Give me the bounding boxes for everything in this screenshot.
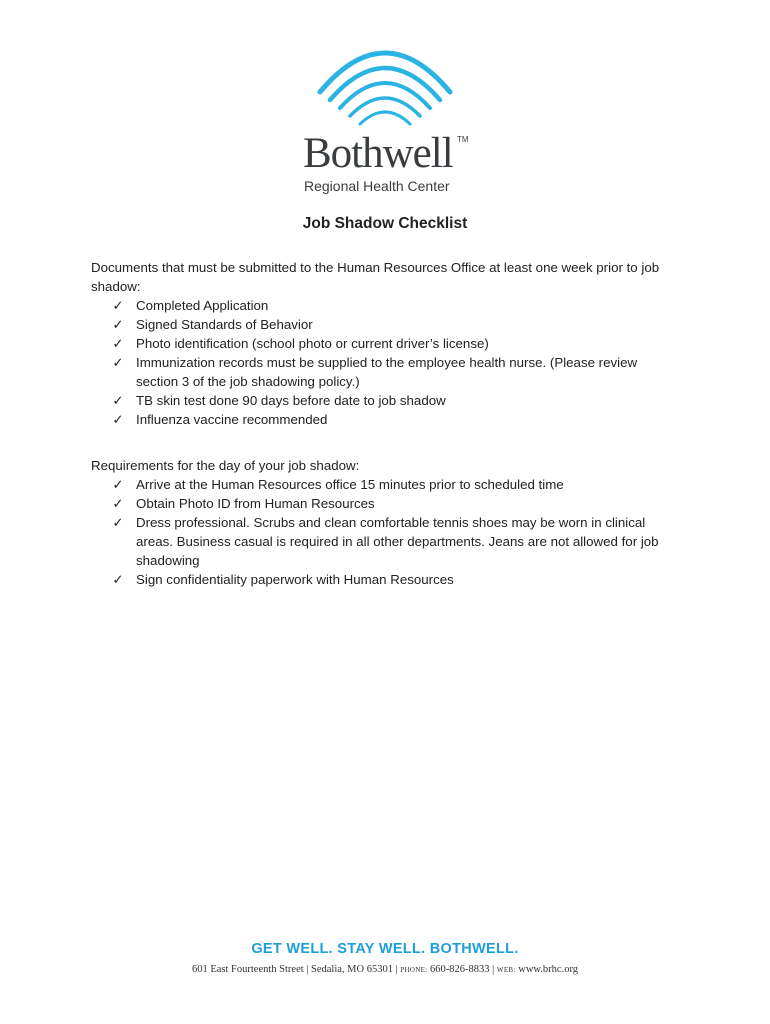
requirements-checklist xyxy=(111,475,671,589)
checklist-item-text: Photo identification (school photo or current driver’s license) xyxy=(136,336,489,351)
checkmark-icon: ✓ xyxy=(112,572,124,587)
checklist-item xyxy=(111,410,671,429)
footer-slogan: GET WELL. STAY WELL. BOTHWELL. xyxy=(251,941,519,957)
footer-web: www.brhc.org xyxy=(518,964,579,975)
footer-phone-label: PHONE: xyxy=(400,966,428,974)
checklist-item-text: TB skin test done 90 days before date to job shadow xyxy=(136,393,446,408)
bothwell-logo xyxy=(300,42,470,194)
logo-arcs-icon xyxy=(300,42,470,137)
footer-web-label: WEB: xyxy=(496,966,516,974)
checklist-item xyxy=(111,296,671,315)
logo-name: Bothwell xyxy=(303,130,453,177)
checklist-item-text: Completed Application xyxy=(136,298,269,313)
checklist-item-text: Influenza vaccine recommended xyxy=(136,412,328,427)
footer-address: 601 East Fourteenth Street xyxy=(191,964,304,975)
checklist-item xyxy=(111,475,671,494)
requirements-intro: Requirements for the day of your job shadow: xyxy=(91,458,360,473)
checklist-item xyxy=(111,391,671,410)
checkmark-icon: ✓ xyxy=(112,412,124,427)
logo-subtitle: Regional Health Center xyxy=(304,178,450,194)
checklist-item-text: Signed Standards of Behavior xyxy=(136,317,313,332)
checklist-item xyxy=(111,353,671,391)
footer-contact: 601 East Fourteenth Street | Sedalia, MO 65301 | PHONE: 660-826-8833 | WEB: www.brhc.org xyxy=(191,964,579,975)
checkmark-icon: ✓ xyxy=(112,393,124,408)
documents-intro: Documents that must be submitted to the Human Resources Office at least one week prior to job shadow: xyxy=(91,260,660,294)
checklist-item-text: Obtain Photo ID from Human Resources xyxy=(136,496,375,511)
checklist-item-text: Dress professional. Scrubs and clean comfortable tennis shoes may be worn in clinical areas. Business casual is required in all other departments. Jeans are not allowed for job shadowing xyxy=(136,515,659,568)
checklist-item xyxy=(111,334,671,353)
checklist-item xyxy=(111,494,671,513)
page-title: Job Shadow Checklist xyxy=(302,215,468,232)
documents-checklist xyxy=(111,296,671,429)
checkmark-icon: ✓ xyxy=(112,355,124,370)
checkmark-icon: ✓ xyxy=(112,336,124,351)
checkmark-icon: ✓ xyxy=(112,317,124,332)
checkmark-icon: ✓ xyxy=(112,515,124,530)
checklist-item-text: Immunization records must be supplied to the employee health nurse. (Please review section 3 of the job shadowing policy.) xyxy=(136,355,638,389)
logo-trademark: TM xyxy=(457,135,469,144)
checklist-item-text: Arrive at the Human Resources office 15 minutes prior to scheduled time xyxy=(136,477,564,492)
checklist-item xyxy=(111,315,671,334)
checklist-item xyxy=(111,513,671,570)
checklist-item xyxy=(111,570,671,589)
footer-city: Sedalia, MO 65301 xyxy=(311,964,393,975)
footer-phone: 660-826-8833 xyxy=(430,964,490,975)
checkmark-icon: ✓ xyxy=(112,298,124,313)
checkmark-icon: ✓ xyxy=(112,477,124,492)
checkmark-icon: ✓ xyxy=(112,496,124,511)
checklist-item-text: Sign confidentiality paperwork with Human Resources xyxy=(136,572,454,587)
